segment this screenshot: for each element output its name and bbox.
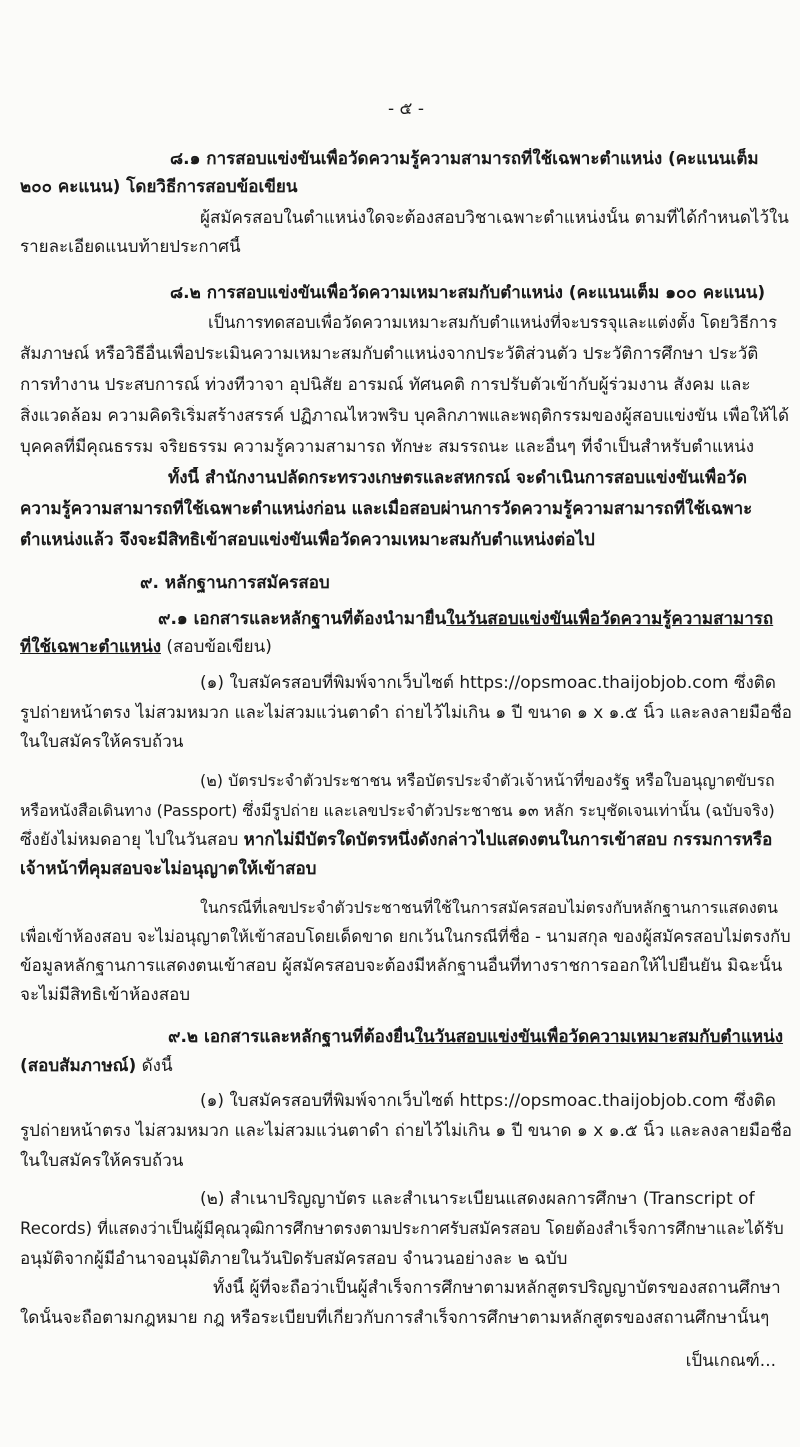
section-8-2-body-line-3: การทำงาน ประสบการณ์ ท่วงทีวาจา อุปนิสัย อารมณ์ ทัศนคติ การปรับตัวเข้ากับผู้ร่วมงาน สังคม และ	[20, 375, 751, 395]
section-8-2-note-line-3: ตำแหน่งแล้ว จึงจะมีสิทธิเข้าสอบแข่งขันเพื่อวัดความเหมาะสมกับตำแหน่งต่อไป	[20, 530, 595, 550]
section-9-2-note-line-1: ทั้งนี้ ผู้ที่จะถือว่าเป็นผู้สำเร็จการศึกษาตามหลักสูตรปริญญาบัตรของสถานศึกษา	[213, 1278, 781, 1298]
section-9-1-heading-part-d: (สอบข้อเขียน)	[161, 637, 272, 657]
section-9-2-note-line-2: ใดนั้นจะถือตามกฎหมาย กฎ หรือระเบียบที่เกี่ยวกับการสำเร็จการศึกษาตามหลักสูตรของสถานศึกษานั้นๆ	[20, 1308, 770, 1328]
section-9-2-heading-part-d: ดังนี้	[136, 1056, 173, 1076]
section-9-1-heading-line-1	[20, 608, 792, 630]
section-9-1-item-2-line-3-a: ซึ่งยังไม่หมดอายุ ไปในวันสอบ	[20, 830, 244, 850]
section-8-2-body-line-2: สัมภาษณ์ หรือวิธีอื่นเพื่อประเมินความเหมาะสมกับตำแหน่งจากประวัติส่วนตัว ประวัติการศึกษา ประวัติ	[20, 344, 759, 364]
section-9-2-heading-part-a: ๙.๒ เอกสารและหลักฐานที่ต้องยื่น	[168, 1027, 415, 1047]
section-9-1-item-2-line-4: เจ้าหน้าที่คุมสอบจะไม่อนุญาตให้เข้าสอบ	[20, 859, 317, 879]
section-9-1-item-2-line-1: (๒) บัตรประจำตัวประชาชน หรือบัตรประจำตัวเจ้าหน้าที่ของรัฐ หรือใบอนุญาตขับรถ	[200, 771, 775, 790]
section-9-1-para-line-3: ข้อมูลหลักฐานการแสดงตนเข้าสอบ ผู้สมัครสอบจะต้องมีหลักฐานอื่นที่ทางราชการออกให้ไปยืนยัน มิฉะนั้น	[20, 956, 783, 976]
page-number: - ๕ -	[388, 99, 424, 119]
section-9-1-item-1-line-2: รูปถ่ายหน้าตรง ไม่สวมหมวก และไม่สวมแว่นตาดำ ถ่ายไว้ไม่เกิน ๑ ปี ขนาด ๑ x ๑.๕ นิ้ว และลงลายมือชื่อ	[20, 703, 792, 723]
section-8-2-heading: ๘.๒ การสอบแข่งขันเพื่อวัดความเหมาะสมกับตำแหน่ง (คะแนนเต็ม ๑๐๐ คะแนน)	[170, 283, 766, 303]
section-9-1-para-line-1: ในกรณีที่เลขประจำตัวประชาชนที่ใช้ในการสมัครสอบไม่ตรงกับหลักฐานการแสดงตน	[200, 898, 778, 917]
section-9-2-heading-line-2	[20, 1055, 792, 1077]
section-9-2-item-1-line-2: รูปถ่ายหน้าตรง ไม่สวมหมวก และไม่สวมแว่นตาดำ ถ่ายไว้ไม่เกิน ๑ ปี ขนาด ๑ x ๑.๕ นิ้ว และลงลายมือชื่อ	[20, 1121, 792, 1141]
section-8-2-body-line-1: เป็นการทดสอบเพื่อวัดความเหมาะสมกับตำแหน่งที่จะบรรจุและแต่งตั้ง โดยวิธีการ	[208, 313, 778, 332]
section-9-1-heading-line-2	[20, 636, 792, 658]
section-9-1-para-line-2: เพื่อเข้าห้องสอบ จะไม่อนุญาตให้เข้าสอบโดยเด็ดขาด ยกเว้นในกรณีที่ชื่อ - นามสกุล ของผู้สมัครสอบไม่ตรงกับ	[20, 927, 791, 946]
section-8-1-body-line-1: ผู้สมัครสอบในตำแหน่งใดจะต้องสอบวิชาเฉพาะตำแหน่งนั้น ตามที่ได้กำหนดไว้ใน	[200, 208, 789, 228]
section-8-1-heading-line-2: ๒๐๐ คะแนน) โดยวิธีการสอบข้อเขียน	[20, 177, 298, 197]
continuation-marker: เป็นเกณฑ์...	[685, 1351, 776, 1371]
section-9-1-item-1-line-1: (๑) ใบสมัครสอบที่พิมพ์จากเว็บไซต์ https://opsmoac.thaijobjob.com ซึ่งติด	[200, 673, 776, 693]
section-9-1-heading-part-b: ในวันสอบแข่งขันเพื่อวัดความรู้ความสามารถ	[446, 609, 774, 629]
section-9-2-item-1-line-1: (๑) ใบสมัครสอบที่พิมพ์จากเว็บไซต์ https://opsmoac.thaijobjob.com ซึ่งติด	[200, 1091, 776, 1111]
section-9-heading: ๙. หลักฐานการสมัครสอบ	[140, 573, 330, 593]
section-9-2-item-2-line-1: (๒) สำเนาปริญญาบัตร และสำเนาระเบียนแสดงผลการศึกษา (Transcript of	[200, 1189, 755, 1209]
section-9-2-heading-line-1	[20, 1026, 792, 1048]
section-9-1-item-2-line-2: หรือหนังสือเดินทาง (Passport) ซึ่งมีรูปถ่าย และเลขประจำตัวประชาชน ๑๓ หลัก ระบุชัดเจนเท่านั้น (ฉบับจริง)	[20, 801, 775, 820]
section-9-1-heading-part-a: ๙.๑ เอกสารและหลักฐานที่ต้องนำมายื่น	[158, 609, 447, 629]
section-8-1-body-line-2: รายละเอียดแนบท้ายประกาศนี้	[20, 237, 241, 257]
section-9-1-para-line-4: จะไม่มีสิทธิเข้าห้องสอบ	[20, 985, 191, 1005]
section-9-2-item-2-line-3: อนุมัติจากผู้มีอำนาจอนุมัติภายในวันปิดรับสมัครสอบ จำนวนอย่างละ ๒ ฉบับ	[20, 1249, 568, 1269]
section-8-2-body-line-4: สิ่งแวดล้อม ความคิดริเริ่มสร้างสรรค์ ปฏิภาณไหวพริบ บุคลิกภาพและพฤติกรรมของผู้สอบแข่งขัน เพื่อให้ได้	[20, 406, 790, 426]
section-8-2-body-line-5: บุคคลที่มีคุณธรรม จริยธรรม ความรู้ความสามารถ ทักษะ สมรรถนะ และอื่นๆ ที่จำเป็นสำหรับตำแหน่ง	[20, 437, 755, 457]
section-9-1-item-2-line-3-b: หากไม่มีบัตรใดบัตรหนึ่งดังกล่าวไปแสดงตนในการเข้าสอบ กรรมการหรือ	[243, 830, 773, 850]
section-8-2-note-line-1: ทั้งนี้ สำนักงานปลัดกระทรวงเกษตรและสหกรณ์ จะดำเนินการสอบแข่งขันเพื่อวัด	[168, 468, 748, 488]
section-9-2-heading-part-b: ในวันสอบแข่งขันเพื่อวัดความเหมาะสมกับตำแหน่ง	[414, 1027, 784, 1047]
section-8-2-note-line-2: ความรู้ความสามารถที่ใช้เฉพาะตำแหน่งก่อน และเมื่อสอบผ่านการวัดความรู้ความสามารถที่ใช้เฉพาะ	[20, 499, 753, 519]
section-9-2-item-2-line-2: Records) ที่แสดงว่าเป็นผู้มีคุณวุฒิการศึกษาตรงตามประกาศรับสมัครสอบ โดยต้องสำเร็จการศึกษาและได้รับ	[20, 1219, 784, 1238]
section-9-1-item-2-line-3	[20, 829, 792, 851]
section-9-1-item-1-line-3: ในใบสมัครให้ครบถ้วน	[20, 732, 184, 752]
section-8-1-heading-line-1: ๘.๑ การสอบแข่งขันเพื่อวัดความรู้ความสามารถที่ใช้เฉพาะตำแหน่ง (คะแนนเต็ม	[170, 149, 759, 169]
section-9-1-heading-part-c: ที่ใช้เฉพาะตำแหน่ง	[20, 637, 161, 657]
section-9-2-heading-part-c: (สอบสัมภาษณ์)	[20, 1056, 137, 1076]
section-9-2-item-1-line-3: ในใบสมัครให้ครบถ้วน	[20, 1151, 184, 1171]
